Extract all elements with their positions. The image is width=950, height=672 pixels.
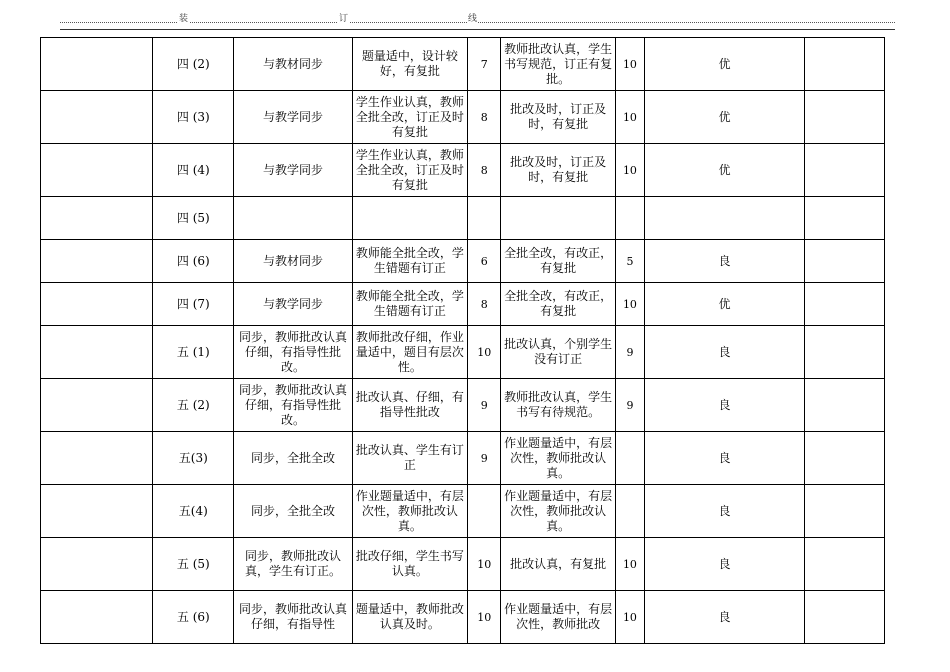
quality-score-cell: 10 xyxy=(468,538,501,591)
quality-score-cell: 7 xyxy=(468,38,501,91)
correction-score-cell: 10 xyxy=(615,144,644,197)
sync-cell xyxy=(234,197,352,240)
grade-cell: 良 xyxy=(645,538,805,591)
correction-cell: 批改及时，订正及时，有复批 xyxy=(501,144,615,197)
quality-cell: 教师能全批全改，学生错题有订正 xyxy=(352,283,467,326)
blank-left-cell xyxy=(41,485,153,538)
quality-score-cell xyxy=(468,197,501,240)
correction-score-cell: 9 xyxy=(615,326,644,379)
table-row xyxy=(41,326,885,379)
sync-cell: 与教学同步 xyxy=(234,283,352,326)
sync-cell: 与教学同步 xyxy=(234,91,352,144)
blank-left-cell xyxy=(41,283,153,326)
blank-left-cell xyxy=(41,144,153,197)
remarks-cell xyxy=(805,432,885,485)
class-cell: 五(3) xyxy=(153,432,234,485)
binding-mark-ding: 订 xyxy=(339,14,349,24)
class-cell: 四 (5) xyxy=(153,197,234,240)
grade-cell: 优 xyxy=(645,91,805,144)
quality-cell: 题量适中，设计较好，有复批 xyxy=(352,38,467,91)
sync-cell: 同步，全批全改 xyxy=(234,432,352,485)
table-row xyxy=(41,432,885,485)
remarks-cell xyxy=(805,91,885,144)
quality-score-cell: 8 xyxy=(468,144,501,197)
class-cell: 四 (4) xyxy=(153,144,234,197)
quality-cell: 学生作业认真，教师全批全改，订正及时有复批 xyxy=(352,91,467,144)
table-body xyxy=(41,38,885,644)
correction-score-cell: 10 xyxy=(615,38,644,91)
binding-mark-xian: 线 xyxy=(468,14,478,24)
grade-cell: 良 xyxy=(645,485,805,538)
class-cell: 五 (2) xyxy=(153,379,234,432)
class-cell: 四 (3) xyxy=(153,91,234,144)
blank-left-cell xyxy=(41,326,153,379)
blank-left-cell xyxy=(41,379,153,432)
grade-cell: 良 xyxy=(645,240,805,283)
class-cell: 四 (7) xyxy=(153,283,234,326)
class-cell: 五 (5) xyxy=(153,538,234,591)
table-row xyxy=(41,485,885,538)
sync-cell: 与教材同步 xyxy=(234,38,352,91)
correction-score-cell: 10 xyxy=(615,538,644,591)
quality-score-cell: 10 xyxy=(468,326,501,379)
table-row xyxy=(41,283,885,326)
homework-inspection-table xyxy=(40,37,885,644)
sync-cell: 同步，教师批改认真仔细，有指导性 xyxy=(234,591,352,644)
correction-cell: 作业题量适中，有层次性，教师批改认真。 xyxy=(501,432,615,485)
grade-cell: 优 xyxy=(645,144,805,197)
table-row xyxy=(41,379,885,432)
grade-cell xyxy=(645,197,805,240)
remarks-cell xyxy=(805,591,885,644)
quality-cell: 学生作业认真，教师全批全改，订正及时有复批 xyxy=(352,144,467,197)
sync-cell: 与教材同步 xyxy=(234,240,352,283)
grade-cell: 良 xyxy=(645,326,805,379)
quality-score-cell: 8 xyxy=(468,283,501,326)
quality-cell xyxy=(352,197,467,240)
class-cell: 五 (6) xyxy=(153,591,234,644)
remarks-cell xyxy=(805,326,885,379)
correction-cell xyxy=(501,197,615,240)
quality-score-cell xyxy=(468,485,501,538)
table-row xyxy=(41,38,885,91)
correction-cell: 教师批改认真，学生书写有待规范。 xyxy=(501,379,615,432)
grade-cell: 良 xyxy=(645,591,805,644)
correction-score-cell xyxy=(615,432,644,485)
remarks-cell xyxy=(805,379,885,432)
grade-cell: 良 xyxy=(645,379,805,432)
quality-cell: 批改认真、仔细，有指导性批改 xyxy=(352,379,467,432)
correction-cell: 批改及时，订正及时，有复批 xyxy=(501,91,615,144)
blank-left-cell xyxy=(41,240,153,283)
correction-score-cell: 9 xyxy=(615,379,644,432)
quality-cell: 教师能全批全改，学生错题有订正 xyxy=(352,240,467,283)
quality-score-cell: 9 xyxy=(468,379,501,432)
correction-cell: 作业题量适中，有层次性，教师批改认真。 xyxy=(501,485,615,538)
correction-score-cell xyxy=(615,197,644,240)
table-row xyxy=(41,538,885,591)
correction-score-cell: 5 xyxy=(615,240,644,283)
blank-left-cell xyxy=(41,432,153,485)
grade-cell: 优 xyxy=(645,283,805,326)
quality-score-cell: 9 xyxy=(468,432,501,485)
binding-mark-zhuang: 装 xyxy=(179,14,189,24)
blank-left-cell xyxy=(41,591,153,644)
binding-line xyxy=(60,10,895,30)
remarks-cell xyxy=(805,485,885,538)
correction-cell: 全批全改，有改正，有复批 xyxy=(501,283,615,326)
remarks-cell xyxy=(805,283,885,326)
class-cell: 四 (2) xyxy=(153,38,234,91)
quality-cell: 教师批改仔细，作业量适中，题目有层次性。 xyxy=(352,326,467,379)
sync-cell: 同步，教师批改认真，学生有订正。 xyxy=(234,538,352,591)
sync-cell: 同步，教师批改认真仔细，有指导性批改。 xyxy=(234,379,352,432)
correction-score-cell xyxy=(615,485,644,538)
correction-cell: 全批全改，有改正，有复批 xyxy=(501,240,615,283)
table-row xyxy=(41,144,885,197)
correction-cell: 教师批改认真，学生书写规范，订正有复批。 xyxy=(501,38,615,91)
quality-cell: 作业题量适中，有层次性，教师批改认真。 xyxy=(352,485,467,538)
blank-left-cell xyxy=(41,38,153,91)
table-row xyxy=(41,591,885,644)
quality-score-cell: 8 xyxy=(468,91,501,144)
class-cell: 五(4) xyxy=(153,485,234,538)
correction-score-cell: 10 xyxy=(615,283,644,326)
sync-cell: 与教学同步 xyxy=(234,144,352,197)
remarks-cell xyxy=(805,197,885,240)
blank-left-cell xyxy=(41,91,153,144)
table-row xyxy=(41,197,885,240)
blank-left-cell xyxy=(41,538,153,591)
correction-cell: 作业题量适中，有层次性，教师批改 xyxy=(501,591,615,644)
blank-left-cell xyxy=(41,197,153,240)
table-row xyxy=(41,91,885,144)
grade-cell: 优 xyxy=(645,38,805,91)
remarks-cell xyxy=(805,538,885,591)
quality-cell: 批改仔细，学生书写认真。 xyxy=(352,538,467,591)
table-row xyxy=(41,240,885,283)
sync-cell: 同步，全批全改 xyxy=(234,485,352,538)
remarks-cell xyxy=(805,38,885,91)
remarks-cell xyxy=(805,144,885,197)
correction-score-cell: 10 xyxy=(615,591,644,644)
sync-cell: 同步，教师批改认真仔细，有指导性批改。 xyxy=(234,326,352,379)
correction-cell: 批改认真，个别学生没有订正 xyxy=(501,326,615,379)
grade-cell: 良 xyxy=(645,432,805,485)
remarks-cell xyxy=(805,240,885,283)
class-cell: 四 (6) xyxy=(153,240,234,283)
quality-cell: 题量适中，教师批改认真及时。 xyxy=(352,591,467,644)
class-cell: 五 (1) xyxy=(153,326,234,379)
quality-cell: 批改认真、学生有订正 xyxy=(352,432,467,485)
quality-score-cell: 10 xyxy=(468,591,501,644)
correction-cell: 批改认真，有复批 xyxy=(501,538,615,591)
correction-score-cell: 10 xyxy=(615,91,644,144)
header-rule xyxy=(60,29,895,30)
quality-score-cell: 6 xyxy=(468,240,501,283)
